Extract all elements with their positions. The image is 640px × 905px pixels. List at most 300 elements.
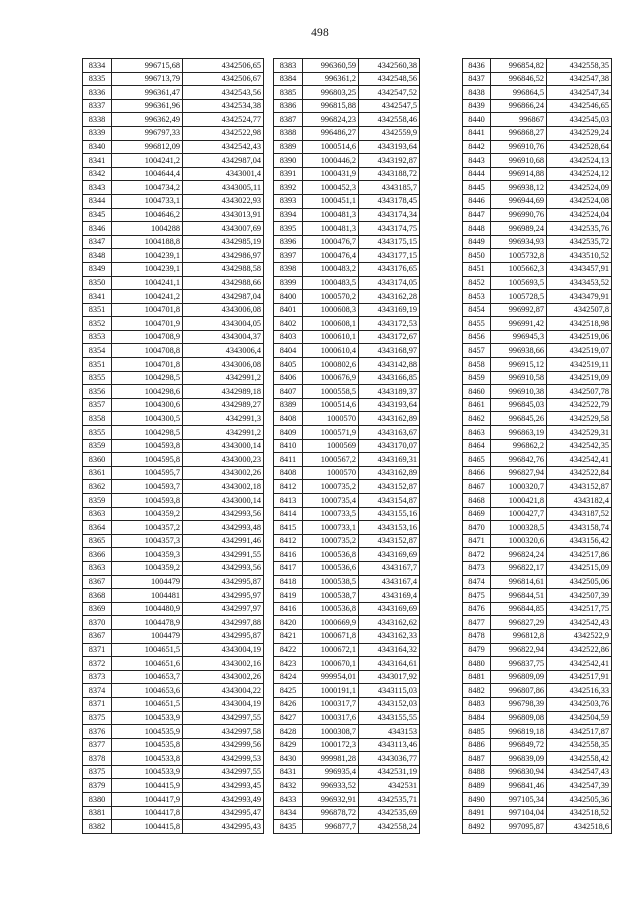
x-coordinate-cell: 996935,4 <box>303 765 359 779</box>
x-coordinate-cell: 996809,08 <box>491 711 547 725</box>
point-number-cell: 8469 <box>463 507 491 521</box>
table-row <box>274 697 420 711</box>
point-number-cell: 8420 <box>274 616 303 630</box>
table-row <box>463 752 612 766</box>
point-number-cell: 8476 <box>463 602 491 616</box>
table-row <box>83 330 264 344</box>
table-row <box>463 507 612 521</box>
x-coordinate-cell: 1004239,1 <box>112 249 183 263</box>
x-coordinate-cell: 996854,82 <box>491 59 547 73</box>
point-number-cell: 8478 <box>463 629 491 643</box>
table-row <box>83 439 264 453</box>
x-coordinate-cell: 1000733,5 <box>303 507 359 521</box>
table-row <box>83 398 264 412</box>
x-coordinate-cell: 996827,29 <box>491 616 547 630</box>
y-coordinate-cell: 4342545,03 <box>547 113 612 127</box>
point-number-cell: 8404 <box>274 344 303 358</box>
table-row <box>274 86 420 100</box>
y-coordinate-cell: 4342535,72 <box>547 235 612 249</box>
point-number-cell: 8452 <box>463 276 491 290</box>
x-coordinate-cell: 996915,12 <box>491 358 547 372</box>
y-coordinate-cell: 4342542,43 <box>183 140 264 154</box>
y-coordinate-cell: 4343162,89 <box>359 412 420 426</box>
y-coordinate-cell: 4343004,19 <box>183 697 264 711</box>
x-coordinate-cell: 996713,79 <box>112 72 183 86</box>
point-number-cell: 8488 <box>463 765 491 779</box>
x-coordinate-cell: 1000451,1 <box>303 194 359 208</box>
table-row <box>83 140 264 154</box>
point-number-cell: 8490 <box>463 793 491 807</box>
x-coordinate-cell: 1004480,9 <box>112 602 183 616</box>
x-coordinate-cell: 996815,88 <box>303 99 359 113</box>
table-row <box>463 793 612 807</box>
y-coordinate-cell: 4343002,18 <box>183 480 264 494</box>
x-coordinate-cell: 1004298,5 <box>112 371 183 385</box>
x-coordinate-cell: 999981,28 <box>303 752 359 766</box>
x-coordinate-cell: 1004241,2 <box>112 154 183 168</box>
y-coordinate-cell: 4342558,46 <box>359 113 420 127</box>
y-coordinate-cell: 4342542,43 <box>547 616 612 630</box>
y-coordinate-cell: 4342999,56 <box>183 738 264 752</box>
x-coordinate-cell: 1004701,8 <box>112 303 183 317</box>
x-coordinate-cell: 1000320,7 <box>491 480 547 494</box>
x-coordinate-cell: 1004415,8 <box>112 820 183 834</box>
x-coordinate-cell: 1000538,7 <box>303 589 359 603</box>
table-row <box>83 317 264 331</box>
y-coordinate-cell: 4342988,66 <box>183 276 264 290</box>
point-number-cell: 8453 <box>463 290 491 304</box>
point-number-cell: 8458 <box>463 358 491 372</box>
x-coordinate-cell: 1004708,9 <box>112 330 183 344</box>
y-coordinate-cell: 4342522,84 <box>547 466 612 480</box>
table-row <box>83 466 264 480</box>
table-row <box>274 738 420 752</box>
y-coordinate-cell: 4343182,4 <box>547 494 612 508</box>
x-coordinate-cell: 1000670,1 <box>303 657 359 671</box>
y-coordinate-cell: 4343158,74 <box>547 521 612 535</box>
y-coordinate-cell: 4343162,89 <box>359 466 420 480</box>
point-number-cell: 8341 <box>83 154 112 168</box>
point-number-cell: 8411 <box>274 453 303 467</box>
table-row <box>463 711 612 725</box>
table-row <box>83 412 264 426</box>
y-coordinate-cell: 4342995,87 <box>183 629 264 643</box>
x-coordinate-cell: 999954,01 <box>303 670 359 684</box>
y-coordinate-cell: 4342542,41 <box>547 657 612 671</box>
table-row <box>463 521 612 535</box>
y-coordinate-cell: 4343193,64 <box>359 140 420 154</box>
coordinate-table-1 <box>82 58 264 834</box>
x-coordinate-cell: 996814,61 <box>491 575 547 589</box>
x-coordinate-cell: 1004479 <box>112 575 183 589</box>
point-number-cell: 8375 <box>83 765 112 779</box>
y-coordinate-cell: 4343163,67 <box>359 426 420 440</box>
x-coordinate-cell: 996812,8 <box>491 629 547 643</box>
table-row <box>83 290 264 304</box>
point-number-cell: 8483 <box>463 697 491 711</box>
y-coordinate-cell: 4342997,97 <box>183 602 264 616</box>
y-coordinate-cell: 4342515,09 <box>547 561 612 575</box>
y-coordinate-cell: 4342528,64 <box>547 140 612 154</box>
x-coordinate-cell: 996715,68 <box>112 59 183 73</box>
table-row <box>463 602 612 616</box>
x-coordinate-cell: 1000735,2 <box>303 480 359 494</box>
table-row <box>83 793 264 807</box>
point-number-cell: 8392 <box>274 181 303 195</box>
table-row <box>274 494 420 508</box>
table-row <box>463 684 612 698</box>
table-row <box>463 344 612 358</box>
y-coordinate-cell: 4343156,42 <box>547 534 612 548</box>
y-coordinate-cell: 4342529,58 <box>547 412 612 426</box>
x-coordinate-cell: 1005662,3 <box>491 262 547 276</box>
point-number-cell: 8385 <box>274 86 303 100</box>
point-number-cell: 8448 <box>463 222 491 236</box>
x-coordinate-cell: 996822,17 <box>491 561 547 575</box>
table-row <box>463 426 612 440</box>
x-coordinate-cell: 996863,19 <box>491 426 547 440</box>
x-coordinate-cell: 1004417,9 <box>112 793 183 807</box>
table-row <box>463 494 612 508</box>
point-number-cell: 8440 <box>463 113 491 127</box>
table-row <box>463 534 612 548</box>
table-row <box>463 643 612 657</box>
point-number-cell: 8395 <box>274 222 303 236</box>
y-coordinate-cell: 4342987,04 <box>183 290 264 304</box>
table-row <box>463 561 612 575</box>
y-coordinate-cell: 4343152,87 <box>359 534 420 548</box>
table-row <box>83 167 264 181</box>
x-coordinate-cell: 996803,25 <box>303 86 359 100</box>
y-coordinate-cell: 4342987,04 <box>183 154 264 168</box>
table-row <box>274 779 420 793</box>
table-row <box>274 793 420 807</box>
y-coordinate-cell: 4342519,07 <box>547 344 612 358</box>
x-coordinate-cell: 996812,09 <box>112 140 183 154</box>
x-coordinate-cell: 1004593,8 <box>112 439 183 453</box>
point-number-cell: 8335 <box>83 72 112 86</box>
y-coordinate-cell: 4343172,67 <box>359 330 420 344</box>
table-row <box>274 629 420 643</box>
table-row <box>274 290 420 304</box>
point-number-cell: 8336 <box>83 86 112 100</box>
table-row <box>83 684 264 698</box>
y-coordinate-cell: 4343162,28 <box>359 290 420 304</box>
x-coordinate-cell: 996827,94 <box>491 466 547 480</box>
table-row <box>83 371 264 385</box>
x-coordinate-cell: 1004479 <box>112 629 183 643</box>
x-coordinate-cell: 1004651,5 <box>112 697 183 711</box>
y-coordinate-cell: 4343188,72 <box>359 167 420 181</box>
point-number-cell: 8382 <box>83 820 112 834</box>
y-coordinate-cell: 4343153,16 <box>359 521 420 535</box>
point-number-cell: 8486 <box>463 738 491 752</box>
table-row <box>83 453 264 467</box>
table-row <box>83 602 264 616</box>
y-coordinate-cell: 4342993,49 <box>183 793 264 807</box>
point-number-cell: 8390 <box>274 154 303 168</box>
point-number-cell: 8355 <box>83 426 112 440</box>
y-coordinate-cell: 4343175,15 <box>359 235 420 249</box>
table-row <box>463 181 612 195</box>
x-coordinate-cell: 1000427,7 <box>491 507 547 521</box>
x-coordinate-cell: 1000536,8 <box>303 602 359 616</box>
table-row <box>83 806 264 820</box>
x-coordinate-cell: 1004701,8 <box>112 358 183 372</box>
x-coordinate-cell: 996845,26 <box>491 412 547 426</box>
x-coordinate-cell: 1000567,2 <box>303 453 359 467</box>
y-coordinate-cell: 4342547,52 <box>359 86 420 100</box>
y-coordinate-cell: 4343167,7 <box>359 561 420 575</box>
x-coordinate-cell: 1000570 <box>303 412 359 426</box>
table-row <box>274 276 420 290</box>
point-number-cell: 8465 <box>463 453 491 467</box>
table-row <box>274 575 420 589</box>
point-number-cell: 8449 <box>463 235 491 249</box>
y-coordinate-cell: 4342516,33 <box>547 684 612 698</box>
y-coordinate-cell: 4342993,56 <box>183 507 264 521</box>
table-row <box>274 589 420 603</box>
x-coordinate-cell: 1004300,5 <box>112 412 183 426</box>
y-coordinate-cell: 4342558,42 <box>547 752 612 766</box>
table-row <box>83 358 264 372</box>
table-row <box>274 167 420 181</box>
table-row <box>83 765 264 779</box>
y-coordinate-cell: 4343177,15 <box>359 249 420 263</box>
table-row <box>83 779 264 793</box>
point-number-cell: 8407 <box>274 385 303 399</box>
table-row <box>463 548 612 562</box>
x-coordinate-cell: 996862,2 <box>491 439 547 453</box>
table-row <box>274 752 420 766</box>
point-number-cell: 8464 <box>463 439 491 453</box>
point-number-cell: 8413 <box>274 494 303 508</box>
table-row <box>463 657 612 671</box>
table-row <box>463 99 612 113</box>
point-number-cell: 8389 <box>274 140 303 154</box>
table-row <box>83 575 264 589</box>
y-coordinate-cell: 4343193,64 <box>359 398 420 412</box>
point-number-cell: 8475 <box>463 589 491 603</box>
y-coordinate-cell: 4342993,56 <box>183 561 264 575</box>
y-coordinate-cell: 4342522,98 <box>183 126 264 140</box>
x-coordinate-cell: 996844,51 <box>491 589 547 603</box>
x-coordinate-cell: 996841,46 <box>491 779 547 793</box>
table-row <box>274 222 420 236</box>
x-coordinate-cell: 1004241,1 <box>112 276 183 290</box>
y-coordinate-cell: 4342524,04 <box>547 208 612 222</box>
point-number-cell: 8416 <box>274 548 303 562</box>
table-row <box>274 521 420 535</box>
point-number-cell: 8430 <box>274 752 303 766</box>
point-number-cell: 8357 <box>83 398 112 412</box>
x-coordinate-cell: 996837,75 <box>491 657 547 671</box>
table-row <box>274 371 420 385</box>
x-coordinate-cell: 1004533,8 <box>112 752 183 766</box>
y-coordinate-cell: 4342997,88 <box>183 616 264 630</box>
point-number-cell: 8403 <box>274 330 303 344</box>
x-coordinate-cell: 1000483,5 <box>303 276 359 290</box>
point-number-cell: 8365 <box>83 534 112 548</box>
x-coordinate-cell: 996945,3 <box>491 330 547 344</box>
x-coordinate-cell: 1004535,8 <box>112 738 183 752</box>
table-row <box>463 330 612 344</box>
table-row <box>83 820 264 834</box>
table-row <box>274 358 420 372</box>
x-coordinate-cell: 996360,59 <box>303 59 359 73</box>
y-coordinate-cell: 4342503,76 <box>547 697 612 711</box>
x-coordinate-cell: 1004595,7 <box>112 466 183 480</box>
x-coordinate-cell: 1000538,5 <box>303 575 359 589</box>
table-row <box>463 276 612 290</box>
x-coordinate-cell: 996361,47 <box>112 86 183 100</box>
table-row <box>463 589 612 603</box>
x-coordinate-cell: 996361,2 <box>303 72 359 86</box>
point-number-cell: 8408 <box>274 466 303 480</box>
y-coordinate-cell: 4343017,92 <box>359 670 420 684</box>
table-row <box>463 86 612 100</box>
y-coordinate-cell: 4342524,09 <box>547 181 612 195</box>
point-number-cell: 8480 <box>463 657 491 671</box>
y-coordinate-cell: 4342535,76 <box>547 222 612 236</box>
y-coordinate-cell: 4342531 <box>359 779 420 793</box>
point-number-cell: 8406 <box>274 371 303 385</box>
x-coordinate-cell: 1000308,7 <box>303 725 359 739</box>
point-number-cell: 8359 <box>83 494 112 508</box>
point-number-cell: 8367 <box>83 575 112 589</box>
table-row <box>83 643 264 657</box>
table-row <box>463 779 612 793</box>
point-number-cell: 8337 <box>83 99 112 113</box>
point-number-cell: 8451 <box>463 262 491 276</box>
point-number-cell: 8426 <box>274 697 303 711</box>
point-number-cell: 8363 <box>83 561 112 575</box>
point-number-cell: 8339 <box>83 126 112 140</box>
table-row <box>274 72 420 86</box>
table-row <box>83 426 264 440</box>
y-coordinate-cell: 4343192,87 <box>359 154 420 168</box>
y-coordinate-cell: 4342995,47 <box>183 806 264 820</box>
point-number-cell: 8463 <box>463 426 491 440</box>
point-number-cell: 8450 <box>463 249 491 263</box>
x-coordinate-cell: 996910,58 <box>491 371 547 385</box>
table-row <box>463 820 612 834</box>
table-row <box>274 235 420 249</box>
x-coordinate-cell: 996844,85 <box>491 602 547 616</box>
table-row <box>83 711 264 725</box>
point-number-cell: 8412 <box>274 534 303 548</box>
point-number-cell: 8361 <box>83 466 112 480</box>
point-number-cell: 8419 <box>274 589 303 603</box>
y-coordinate-cell: 4343142,88 <box>359 358 420 372</box>
y-coordinate-cell: 4342517,75 <box>547 602 612 616</box>
table-row <box>83 725 264 739</box>
point-number-cell: 8364 <box>83 521 112 535</box>
y-coordinate-cell: 4342986,97 <box>183 249 264 263</box>
x-coordinate-cell: 1004535,9 <box>112 725 183 739</box>
x-coordinate-cell: 1004734,2 <box>112 181 183 195</box>
y-coordinate-cell: 4342518,52 <box>547 806 612 820</box>
y-coordinate-cell: 4343007,69 <box>183 222 264 236</box>
table-row <box>274 99 420 113</box>
point-number-cell: 8398 <box>274 262 303 276</box>
y-coordinate-cell: 4343170,07 <box>359 439 420 453</box>
point-number-cell: 8489 <box>463 779 491 793</box>
point-number-cell: 8401 <box>274 303 303 317</box>
y-coordinate-cell: 4343174,34 <box>359 208 420 222</box>
point-number-cell: 8418 <box>274 575 303 589</box>
point-number-cell: 8424 <box>274 670 303 684</box>
point-number-cell: 8344 <box>83 194 112 208</box>
x-coordinate-cell: 996797,33 <box>112 126 183 140</box>
table-row <box>463 140 612 154</box>
y-coordinate-cell: 4343013,91 <box>183 208 264 222</box>
y-coordinate-cell: 4342993,48 <box>183 521 264 535</box>
point-number-cell: 8447 <box>463 208 491 222</box>
x-coordinate-cell: 1000421,8 <box>491 494 547 508</box>
y-coordinate-cell: 4342534,38 <box>183 99 264 113</box>
table-row <box>463 765 612 779</box>
point-number-cell: 8487 <box>463 752 491 766</box>
y-coordinate-cell: 4343162,33 <box>359 629 420 643</box>
point-number-cell: 8378 <box>83 752 112 766</box>
point-number-cell: 8433 <box>274 793 303 807</box>
y-coordinate-cell: 4342519,11 <box>547 358 612 372</box>
y-coordinate-cell: 4342517,87 <box>547 725 612 739</box>
y-coordinate-cell: 4342999,53 <box>183 752 264 766</box>
table-row <box>463 806 612 820</box>
table-row <box>83 72 264 86</box>
y-coordinate-cell: 4343000,14 <box>183 494 264 508</box>
table-row <box>463 670 612 684</box>
x-coordinate-cell: 1000669,9 <box>303 616 359 630</box>
table-row <box>463 616 612 630</box>
x-coordinate-cell: 1005728,5 <box>491 290 547 304</box>
y-coordinate-cell: 4342547,43 <box>547 765 612 779</box>
y-coordinate-cell: 4342558,35 <box>547 738 612 752</box>
x-coordinate-cell: 996809,09 <box>491 670 547 684</box>
y-coordinate-cell: 4343002,26 <box>183 466 264 480</box>
x-coordinate-cell: 1004593,8 <box>112 494 183 508</box>
table-row <box>463 725 612 739</box>
table-row <box>274 385 420 399</box>
point-number-cell: 8396 <box>274 235 303 249</box>
point-number-cell: 8454 <box>463 303 491 317</box>
x-coordinate-cell: 1000735,4 <box>303 494 359 508</box>
y-coordinate-cell: 4342548,56 <box>359 72 420 86</box>
x-coordinate-cell: 1000172,3 <box>303 738 359 752</box>
table-row <box>274 140 420 154</box>
y-coordinate-cell: 4342991,3 <box>183 412 264 426</box>
point-number-cell: 8381 <box>83 806 112 820</box>
point-number-cell: 8422 <box>274 643 303 657</box>
x-coordinate-cell: 996846,52 <box>491 72 547 86</box>
y-coordinate-cell: 4342535,71 <box>359 793 420 807</box>
x-coordinate-cell: 996944,69 <box>491 194 547 208</box>
table-row <box>274 820 420 834</box>
table-row <box>274 453 420 467</box>
x-coordinate-cell: 1004239,1 <box>112 262 183 276</box>
x-coordinate-cell: 996362,49 <box>112 113 183 127</box>
x-coordinate-cell: 996910,76 <box>491 140 547 154</box>
point-number-cell: 8377 <box>83 738 112 752</box>
point-number-cell: 8405 <box>274 358 303 372</box>
table-row <box>274 412 420 426</box>
table-row <box>83 235 264 249</box>
x-coordinate-cell: 1004646,2 <box>112 208 183 222</box>
y-coordinate-cell: 4342547,34 <box>547 86 612 100</box>
point-number-cell: 8431 <box>274 765 303 779</box>
